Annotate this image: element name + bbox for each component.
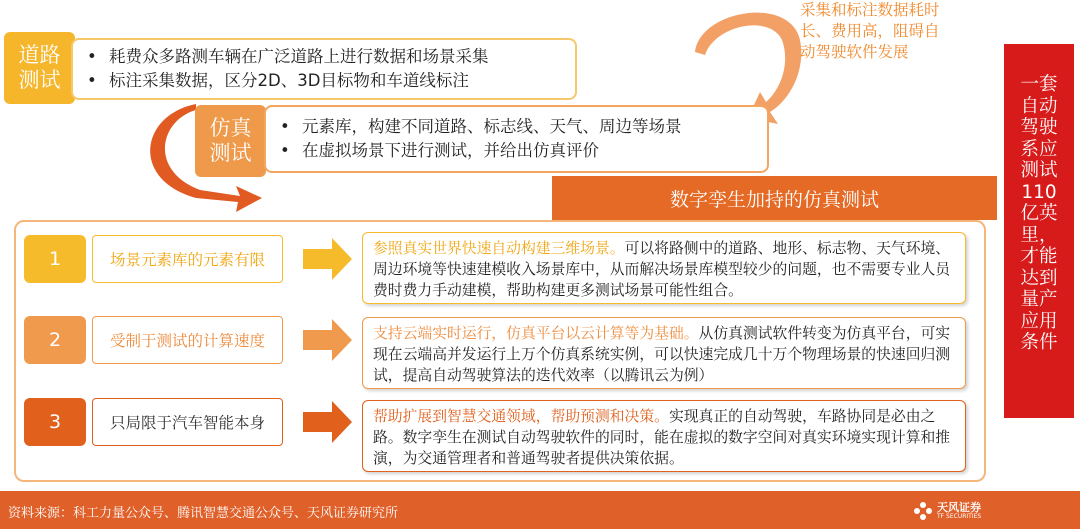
road-test-box	[71, 38, 577, 100]
sim-bullet-2: • 在虚拟场景下进行测试，并给出仿真评价	[280, 139, 767, 163]
logo-icon	[912, 500, 934, 522]
company-logo	[912, 499, 990, 523]
road-bullet-1: • 耗费众多路测车辆在广泛道路上进行数据和场景采集	[87, 45, 575, 69]
row-2-highlight: 支持云端实时运行，仿真平台以云计算等为基础。	[373, 325, 699, 342]
row-2-label: 受制于测试的计算速度	[92, 316, 283, 364]
sim-bullet-1: • 元素库，构建不同道路、标志线、天气、周边等场景	[280, 115, 767, 139]
road-test-tag-text: 道路 测试	[18, 43, 61, 92]
row-3-number: 3	[24, 398, 86, 446]
row-3-text: 实现真正的自动驾驶，车路协同是必由之路。数字孪生在测试自动驾驶软件的同时，能在虚拟的数字空间对真实环境实现计算和推演，为交通管理者和普通驾驶者提供决策依据。	[373, 408, 951, 467]
row-2-description	[362, 317, 966, 389]
sim-test-box	[264, 105, 769, 173]
bullet-dot: •	[87, 47, 97, 66]
row-2-text: 从仿真测试软件转变为仿真平台，可实现在云端高并发运行上万个仿真系统实例，可以快速完成几十万个物理场景的快速回归测试，提高自动驾驶算法的迭代效率（以腾讯云为例）	[373, 325, 951, 384]
row-2-number: 2	[24, 316, 86, 364]
row-1-highlight: 参照真实世界快速自动构建三维场景。	[373, 240, 625, 257]
sim-test-tag	[195, 105, 266, 177]
logo-subtext: TF SECURITIES	[937, 513, 982, 520]
row-1-number: 1	[24, 235, 86, 283]
bullet-dot: •	[280, 117, 290, 136]
bullet-dot: •	[280, 141, 290, 160]
footer	[0, 491, 1080, 529]
logo-text: 天风证券	[937, 501, 981, 514]
row-3-description	[362, 400, 966, 472]
sim-test-tag-text: 仿真 测试	[209, 116, 252, 165]
cost-note: 采集和标注数据耗时长、费用高，阻碍自动驾驶软件发展	[800, 1, 940, 61]
row-1-text: 可以将路侧中的道路、地形、标志物、天气环境、周边环境等快速建模收入场景库中，从而解决场景库模型较少的问题，也不需要专业人员费时费力手动建模，帮助构建更多测试场景可能性组合。	[373, 240, 951, 299]
row-3-label: 只局限于汽车智能本身	[92, 398, 283, 446]
road-test-tag	[4, 32, 75, 104]
row-3-highlight: 帮助扩展到智慧交通领域，帮助预测和决策。	[373, 408, 669, 425]
row-1-label: 场景元素库的元素有限	[92, 235, 283, 283]
road-bullet-2: • 标注采集数据，区分2D、3D目标物和车道线标注	[87, 69, 575, 93]
section-banner: 数字孪生加持的仿真测试	[552, 176, 997, 220]
side-callout: 一套 自动 驾驶 系应 测试 110 亿英 里， 才能 达到 量产 应用 条件	[1004, 44, 1074, 418]
bullet-dot: •	[87, 71, 97, 90]
row-1-description	[362, 232, 966, 304]
footer-source: 资料来源：科工力量公众号、腾讯智慧交通公众号、天风证券研究所	[8, 506, 399, 521]
